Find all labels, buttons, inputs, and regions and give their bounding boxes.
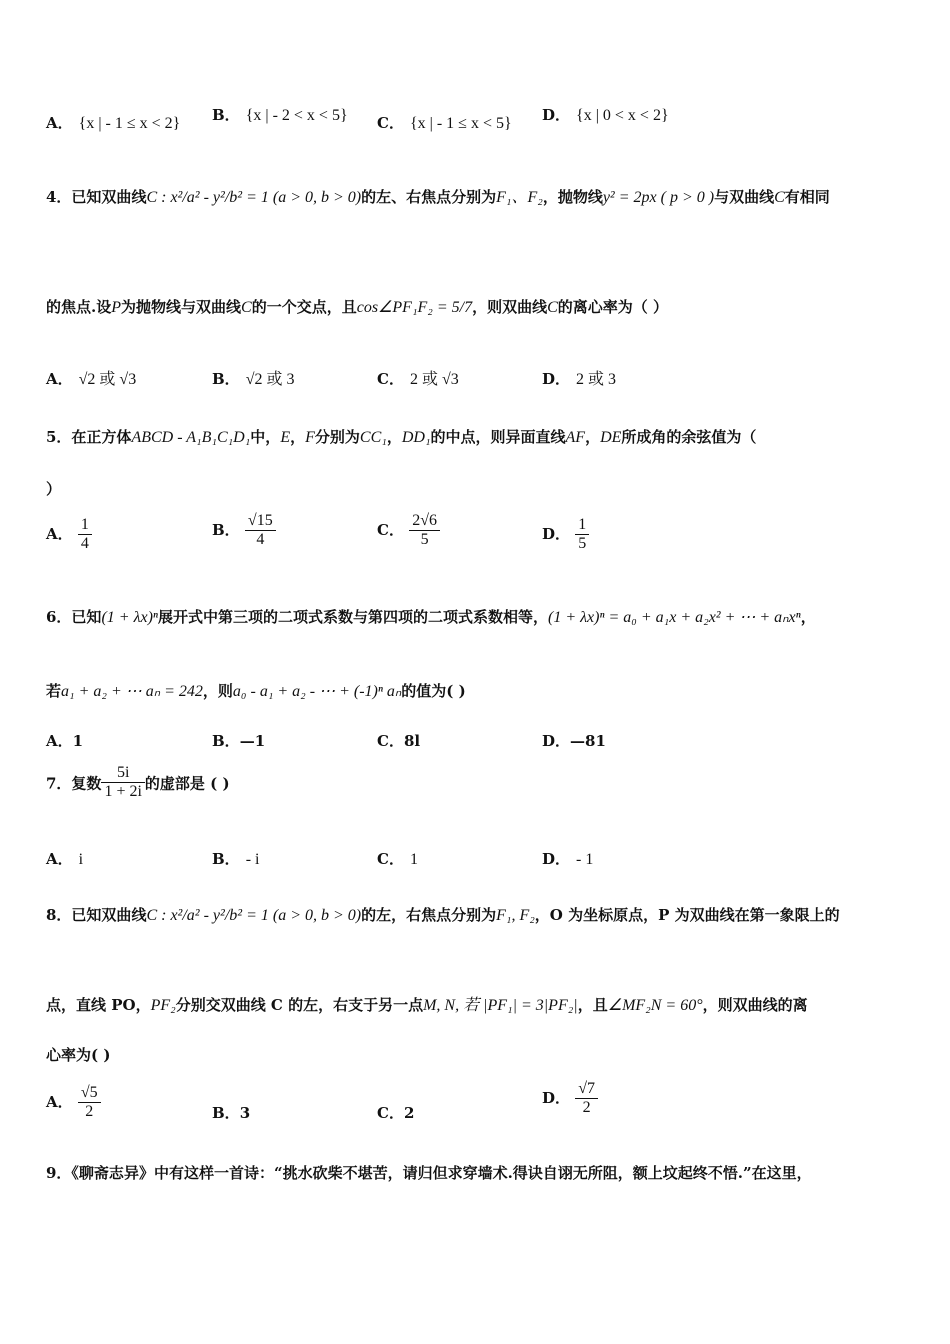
q3-option-b bbox=[212, 104, 348, 125]
numerator: 2√6 bbox=[409, 512, 440, 531]
q4-option-d bbox=[542, 366, 616, 389]
q5-text: 5．在正方体 bbox=[46, 428, 132, 446]
q9-line1 bbox=[46, 1162, 910, 1183]
q5-math: ABCD - A₁B₁C₁D₁ bbox=[131, 429, 251, 446]
q8-line1 bbox=[46, 904, 910, 925]
option-value: 1 bbox=[409, 851, 418, 868]
q4-line2 bbox=[46, 296, 910, 317]
q4-math: C bbox=[547, 299, 558, 316]
option-label: D． bbox=[542, 1088, 571, 1107]
q4-math: F₁、F₂ bbox=[496, 189, 543, 206]
q4-text: 的离心率为（ ） bbox=[557, 298, 668, 316]
option-label: B． bbox=[212, 520, 240, 539]
q4-text: 为抛物线与双曲线 bbox=[121, 298, 242, 316]
fraction bbox=[575, 1080, 598, 1118]
q5-option-d bbox=[542, 516, 589, 554]
q6-math: a₁ + a₂ + ⋯ aₙ = 242 bbox=[61, 683, 203, 700]
q6-text: 6．已知 bbox=[46, 608, 102, 626]
numerator: √15 bbox=[245, 512, 276, 531]
option-value: {x | - 1 ≤ x < 2} bbox=[78, 115, 181, 132]
option-label: A． bbox=[46, 732, 73, 750]
numerator: 5i bbox=[101, 764, 144, 783]
option-label: B． bbox=[212, 370, 240, 388]
denominator: 4 bbox=[80, 535, 89, 553]
q4-math: C bbox=[241, 299, 252, 316]
option-label: D． bbox=[542, 370, 571, 388]
q4-text: 的左、右焦点分别为 bbox=[361, 188, 497, 206]
q8-option-b bbox=[212, 1102, 250, 1123]
q8-line2 bbox=[46, 992, 910, 1015]
numerator: 1 bbox=[78, 516, 92, 535]
q8-option-c bbox=[377, 1102, 414, 1123]
q8-option-a bbox=[46, 1084, 101, 1122]
q3-option-a bbox=[46, 112, 180, 133]
option-label: D． bbox=[542, 106, 571, 124]
q3-option-d bbox=[542, 104, 669, 125]
q6-text: ， bbox=[800, 608, 816, 626]
option-value: 1 bbox=[72, 732, 84, 750]
q4-option-b bbox=[212, 366, 294, 389]
fraction bbox=[78, 1084, 101, 1122]
fraction bbox=[409, 512, 440, 550]
q4-text: 4．已知双曲线 bbox=[46, 188, 147, 206]
denominator: 4 bbox=[256, 531, 265, 549]
q5-math: DE bbox=[600, 429, 622, 446]
fraction bbox=[575, 516, 589, 554]
option-label: D． bbox=[542, 850, 571, 868]
q6-option-a bbox=[46, 730, 83, 751]
q5-text: ） bbox=[46, 480, 62, 498]
q4-text: 有相同 bbox=[784, 188, 830, 206]
denominator: 1 + 2i bbox=[104, 783, 142, 801]
q7-option-d bbox=[542, 848, 593, 869]
fraction bbox=[101, 764, 144, 802]
q8-math: M, N, 若 |PF₁| = 3|PF₂| bbox=[423, 997, 578, 1014]
q5-math: F bbox=[305, 429, 315, 446]
q5-line2 bbox=[46, 478, 910, 499]
option-value: √2 或 3 bbox=[245, 371, 295, 388]
q7-text: 的虚部是 ( ) bbox=[144, 774, 230, 793]
q5-text: ， bbox=[386, 428, 402, 446]
q9-text: 9．《聊斋志异》中有这样一首诗：“挑水砍柴不堪苦，请归但求穿墙术.得诀自诩无所阻，额上坟起终不悟.”在这里， bbox=[46, 1164, 812, 1182]
q6-math: a₀ - a₁ + a₂ - ⋯ + (-1)ⁿ aₙ bbox=[232, 683, 402, 700]
option-label: B． bbox=[212, 732, 240, 750]
q5-option-a bbox=[46, 516, 92, 554]
option-value: 2 或 √3 bbox=[409, 371, 459, 388]
option-label: B． bbox=[212, 850, 240, 868]
q6-text: 若 bbox=[46, 682, 62, 700]
q4-text: ，则双曲线 bbox=[472, 298, 548, 316]
q6-option-b bbox=[212, 730, 265, 751]
q6-math: (1 + λx)ⁿ = a₀ + a₁x + a₂x² + ⋯ + aₙxⁿ bbox=[547, 609, 801, 626]
q8-text: 心率为( ) bbox=[46, 1046, 111, 1064]
denominator: 2 bbox=[582, 1099, 591, 1117]
q5-math: AF bbox=[565, 429, 586, 446]
q8-math: C : x²/a² - y²/b² = 1 (a > 0, b > 0) bbox=[146, 907, 362, 924]
q6-line2 bbox=[46, 680, 910, 701]
option-value: 8l bbox=[403, 732, 421, 750]
q6-option-d bbox=[542, 730, 606, 751]
option-value: —1 bbox=[239, 732, 266, 750]
q5-text: ， bbox=[585, 428, 601, 446]
option-label: B． bbox=[212, 1104, 240, 1122]
q5-text: ， bbox=[290, 428, 306, 446]
option-label: C． bbox=[377, 1104, 404, 1122]
option-label: C． bbox=[377, 370, 404, 388]
option-label: A． bbox=[46, 524, 73, 543]
q4-option-c bbox=[377, 366, 459, 389]
q7-option-a bbox=[46, 848, 83, 869]
q8-option-d bbox=[542, 1080, 598, 1118]
q8-text: ，且 bbox=[577, 996, 608, 1014]
q5-text: 分别为 bbox=[314, 428, 360, 446]
q5-option-b bbox=[212, 512, 276, 550]
q5-text: 中， bbox=[250, 428, 281, 446]
option-value: —81 bbox=[570, 732, 606, 750]
numerator: √7 bbox=[575, 1080, 598, 1099]
q5-line1 bbox=[46, 426, 910, 447]
fraction bbox=[78, 516, 92, 554]
q6-text: 展开式中第三项的二项式系数与第四项的二项式系数相等， bbox=[157, 608, 548, 626]
q6-option-c bbox=[377, 730, 420, 751]
q6-line1 bbox=[46, 606, 910, 627]
option-label: C． bbox=[377, 520, 404, 539]
option-label: C． bbox=[377, 850, 404, 868]
q5-math: DD₁ bbox=[401, 429, 431, 446]
option-label: D． bbox=[542, 732, 571, 750]
option-value: 3 bbox=[239, 1104, 251, 1122]
q5-text: 所成角的余弦值为（ bbox=[621, 428, 757, 446]
option-value: {x | - 1 ≤ x < 5} bbox=[409, 115, 512, 132]
q8-text: 8．已知双曲线 bbox=[46, 906, 147, 924]
q7-text: 7．复数 bbox=[46, 774, 102, 793]
q5-text: 的中点，则异面直线 bbox=[430, 428, 566, 446]
q8-line3 bbox=[46, 1044, 910, 1065]
q4-option-a bbox=[46, 366, 136, 389]
q4-line1 bbox=[46, 184, 910, 207]
option-label: A． bbox=[46, 370, 73, 388]
option-value: {x | - 2 < x < 5} bbox=[245, 107, 348, 124]
option-value: 2 bbox=[403, 1104, 415, 1122]
q4-math: cos∠PF₁F₂ = 5/7 bbox=[356, 299, 473, 316]
q5-math: CC₁ bbox=[359, 429, 387, 446]
q8-math: ∠MF₂N = 60° bbox=[607, 997, 703, 1014]
option-label: A． bbox=[46, 1092, 73, 1111]
option-value: i bbox=[78, 851, 84, 868]
q4-text: 的焦点.设 bbox=[46, 298, 112, 316]
option-label: A． bbox=[46, 850, 73, 868]
q6-math: (1 + λx)ⁿ bbox=[101, 609, 158, 626]
q6-text: ，则 bbox=[202, 682, 233, 700]
denominator: 5 bbox=[420, 531, 429, 549]
option-label: B． bbox=[212, 106, 240, 124]
q8-text: 的左，右焦点分别为 bbox=[361, 906, 497, 924]
q4-text: 的一个交点，且 bbox=[251, 298, 357, 316]
q8-text: 点，直线 PO， bbox=[46, 996, 151, 1014]
q7-option-c bbox=[377, 848, 418, 869]
option-label: C． bbox=[377, 114, 404, 132]
q7-line1 bbox=[46, 764, 910, 802]
q6-text: 的值为( ) bbox=[401, 682, 466, 700]
option-label: D． bbox=[542, 524, 571, 543]
q7-option-b bbox=[212, 848, 259, 869]
option-label: C． bbox=[377, 732, 404, 750]
option-value: 2 或 3 bbox=[576, 371, 617, 388]
q4-math: C : x²/a² - y²/b² = 1 (a > 0, b > 0) bbox=[146, 189, 362, 206]
q4-math: y² = 2px ( p > 0 ) bbox=[602, 189, 715, 206]
q5-option-c bbox=[377, 512, 440, 550]
q4-math: P bbox=[111, 299, 122, 316]
option-value: √2 或 √3 bbox=[78, 371, 137, 388]
q3-option-c bbox=[377, 112, 512, 133]
option-value: - i bbox=[245, 851, 260, 868]
numerator: √5 bbox=[78, 1084, 101, 1103]
fraction bbox=[245, 512, 276, 550]
option-label: A． bbox=[46, 114, 73, 132]
option-value: {x | 0 < x < 2} bbox=[576, 107, 669, 124]
q8-math: PF₂ bbox=[150, 997, 176, 1014]
q4-text: ，抛物线 bbox=[542, 188, 603, 206]
option-value: - 1 bbox=[576, 851, 594, 868]
denominator: 2 bbox=[85, 1103, 94, 1121]
q4-math: C bbox=[774, 189, 785, 206]
q4-text: 与双曲线 bbox=[714, 188, 775, 206]
q5-math: E bbox=[280, 429, 291, 446]
q8-math: F₁, F₂ bbox=[496, 907, 535, 924]
numerator: 1 bbox=[575, 516, 589, 535]
q8-text: ，O 为坐标原点，P 为双曲线在第一象限上的 bbox=[534, 906, 840, 924]
q8-text: 分别交双曲线 C 的左，右支于另一点 bbox=[175, 996, 424, 1014]
denominator: 5 bbox=[578, 535, 587, 553]
q8-text: ，则双曲线的离 bbox=[702, 996, 808, 1014]
